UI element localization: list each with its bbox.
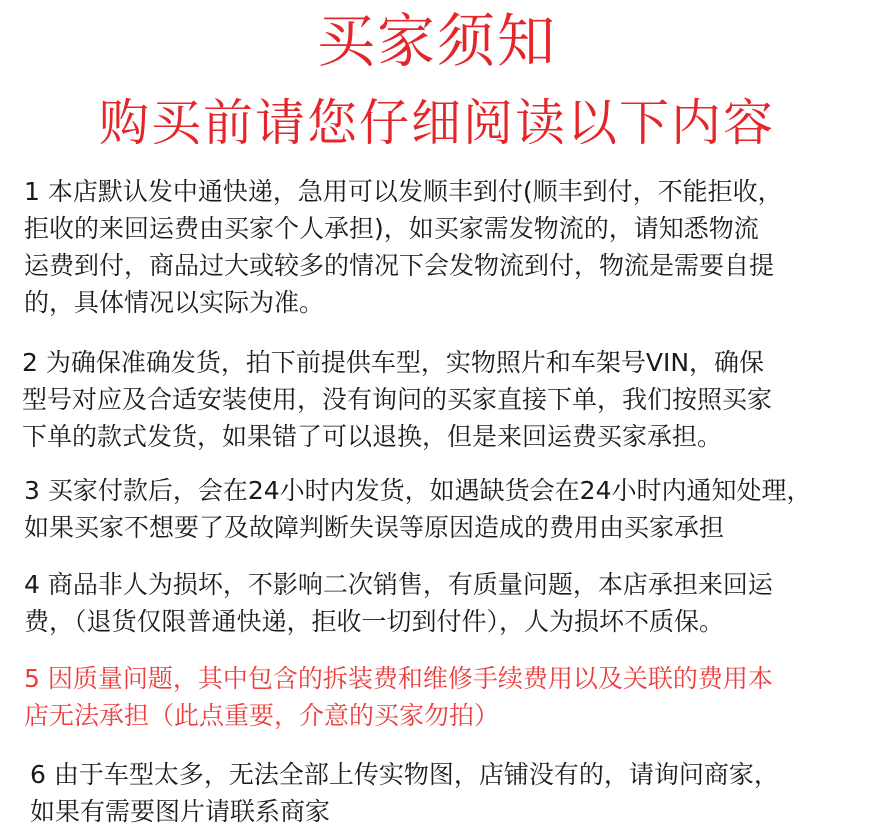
notice-line: 如果有需要图片请联系商家	[30, 797, 331, 826]
notice-line: 型号对应及合适安装使用，没有询问的买家直接下单，我们按照买家	[22, 385, 773, 414]
notice-line: 6 由于车型太多，无法全部上传实物图，店铺没有的，请询问商家，	[30, 760, 779, 789]
notice-line: 下单的款式发货，如果错了可以退换，但是来回运费买家承担。	[22, 422, 723, 451]
notice-line: 3 买家付款后，会在24小时内发货，如遇缺货会在24小时内通知处理，	[24, 476, 812, 505]
notice-line: 5 因质量问题，其中包含的拆装费和维修手续费用以及关联的费用本	[24, 664, 773, 693]
notice-line: 4 商品非人为损坏，不影响二次销售，有质量问题，本店承担来回运	[24, 570, 773, 599]
notice-line: 如果买家不想要了及故障判断失误等原因造成的费用由买家承担	[24, 513, 725, 542]
page-subtitle: 购买前请您仔细阅读以下内容	[99, 94, 775, 152]
notice-line: 2 为确保准确发货，拍下前提供车型，实物照片和车架号VIN，确保	[22, 348, 765, 377]
notice-line: 拒收的来回运费由买家个人承担)，如买家需发物流的，请知悉物流	[24, 214, 759, 243]
notice-line: 店无法承担（此点重要，介意的买家勿拍）	[24, 701, 500, 730]
notice-line: 的，具体情况以实际为准。	[24, 288, 325, 317]
notice-item-1	[24, 173, 783, 321]
notice-item-5-important	[24, 660, 773, 734]
notice-item-2	[22, 344, 772, 455]
notice-item-4	[24, 566, 773, 640]
notice-line: 运费到付，商品过大或较多的情况下会发物流到付，物流是需要自提	[24, 251, 775, 280]
notice-line: 费，（退货仅限普通快递，拒收一切到付件），人为损坏不质保。	[24, 607, 725, 636]
page-title: 买家须知	[316, 7, 557, 75]
notice-item-6	[30, 756, 779, 830]
notice-line: 1 本店默认发中通快递，急用可以发顺丰到付(顺丰到付，不能拒收，	[24, 177, 783, 206]
notice-item-3	[24, 472, 811, 546]
